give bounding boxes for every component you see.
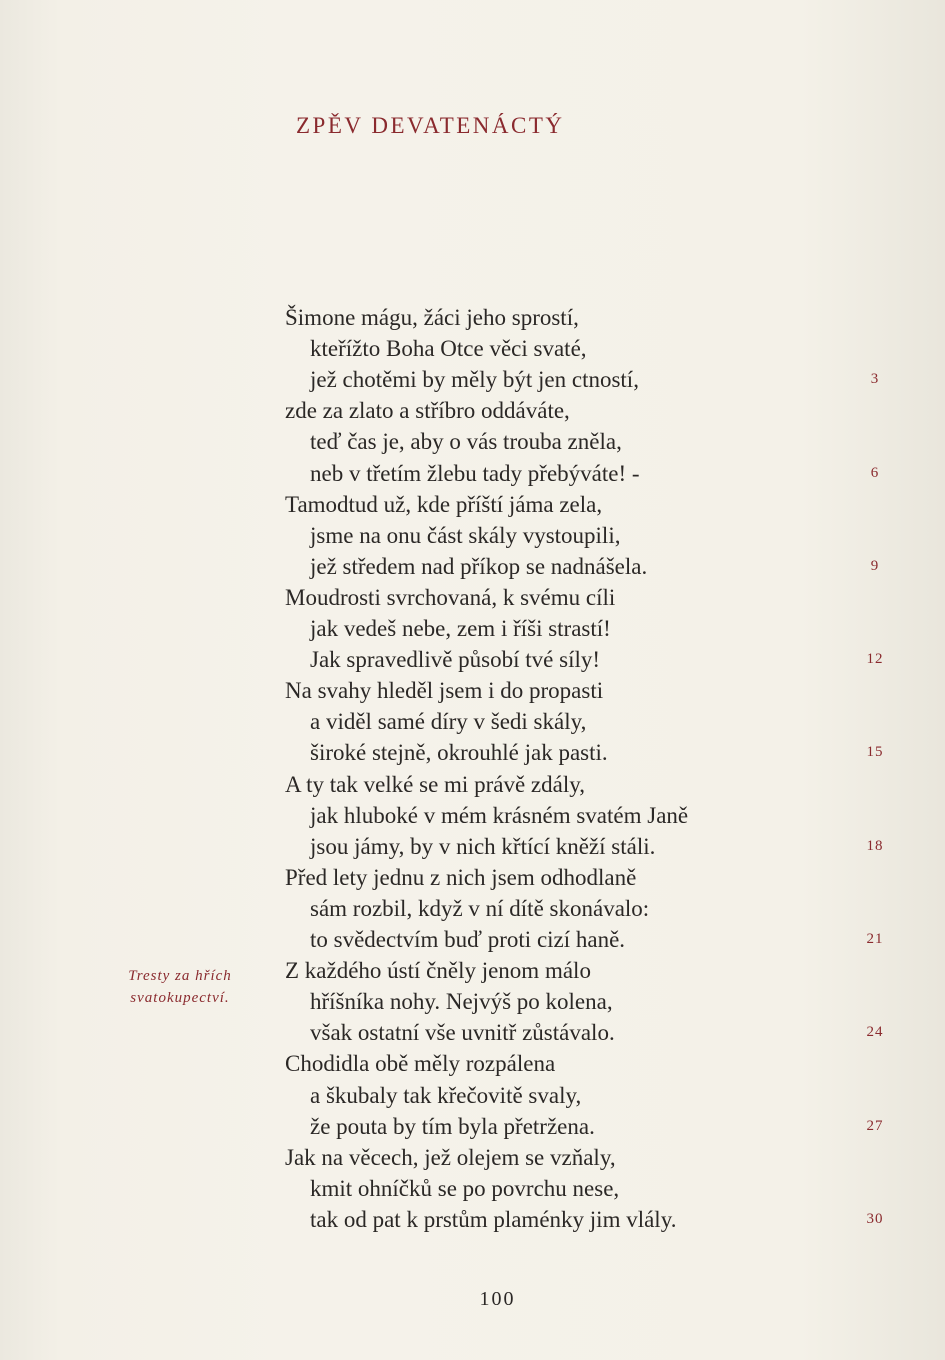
line-number: 3 — [870, 371, 880, 388]
poem-line — [0, 893, 945, 924]
poem-line — [0, 458, 945, 489]
poem-line — [0, 1142, 945, 1173]
poem-line — [0, 613, 945, 644]
canto-heading: ZPĚV DEVATENÁCTÝ — [296, 113, 565, 138]
poem-line — [0, 675, 945, 706]
poem-line-text: kmit ohníčků se po povrchu nese, — [310, 1175, 620, 1201]
poem-line — [0, 395, 945, 426]
margin-note-line-1: Tresty za hřích — [128, 968, 232, 984]
poem-line-text: a viděl samé díry v šedi skály, — [310, 709, 587, 735]
poem-line-text: Na svahy hleděl jsem i do propasti — [285, 678, 604, 704]
page-number: 100 — [479, 1288, 516, 1310]
poem-line — [0, 1080, 945, 1111]
poem-line-text: Tamodtud už, kde příští jáma zela, — [285, 491, 603, 517]
poem-line-text: teď čas je, aby o vás trouba zněla, — [310, 429, 622, 455]
line-number: 21 — [866, 931, 884, 947]
poem-line — [0, 1204, 945, 1235]
poem-line — [0, 1048, 945, 1079]
line-number: 24 — [866, 1024, 884, 1041]
poem-line-text: kteřížto Boha Otce věci svaté, — [310, 336, 587, 362]
poem-line — [0, 1017, 945, 1048]
poem-line — [0, 489, 945, 520]
line-number: 12 — [866, 651, 884, 668]
margin-note — [100, 965, 260, 1009]
line-number: 30 — [866, 1210, 884, 1227]
line-number: 6 — [870, 464, 880, 481]
poem-line-text: však ostatní vše uvnitř zůstávalo. — [310, 1020, 615, 1046]
poem-line-text: jež středem nad příkop se nadnášela. — [310, 553, 648, 579]
poem-line-text: jsou jámy, by v nich křtící kněží stáli. — [310, 833, 656, 859]
poem-line-text: Z každého ústí čněly jenom málo — [285, 958, 591, 984]
poem-line — [0, 1173, 945, 1204]
poem-line — [0, 333, 945, 364]
poem-line-text: Chodidla obě měly rozpálena — [285, 1051, 556, 1077]
poem-line — [0, 520, 945, 551]
poem-line-text: Moudrosti svrchovaná, k svému cíli — [285, 584, 616, 610]
poem-line-text: jak hluboké v mém krásném svatém Janě — [310, 802, 689, 828]
poem-line-text: Šimone mágu, žáci jeho sprostí, — [285, 305, 579, 330]
poem-line — [0, 364, 945, 395]
poem-line-text: neb v třetím žlebu tady přebýváte! - — [310, 460, 640, 486]
poem-line-text: zde za zlato a stříbro oddáváte, — [285, 398, 570, 424]
poem-line — [0, 831, 945, 862]
poem-line-text: Jak spravedlivě působí tvé síly! — [310, 647, 601, 673]
poem-line-text: jež chotěmi by měly být jen ctností, — [310, 367, 639, 393]
poem-line-text: sám rozbil, když v ní dítě skonávalo: — [310, 895, 650, 921]
poem-line-text: hříšníka nohy. Nejvýš po kolena, — [310, 989, 613, 1015]
poem-line-text: jak vedeš nebe, zem i říši strastí! — [310, 616, 611, 641]
poem-line — [0, 737, 945, 768]
poem-line-text: tak od pat k prstům plaménky jim vlály. — [310, 1206, 677, 1232]
poem-line — [0, 862, 945, 893]
margin-note-line-2: svatokupectví. — [130, 990, 230, 1006]
poem-line — [0, 426, 945, 457]
poem-line-text: že pouta by tím byla přetržena. — [310, 1113, 595, 1139]
poem-line-text: to svědectvím buď proti cizí haně. — [310, 927, 626, 952]
poem-line — [0, 582, 945, 613]
poem-line-text: A ty tak velké se mi právě zdály, — [285, 771, 585, 797]
poem-line — [0, 706, 945, 737]
poem-line — [0, 302, 945, 333]
poem-line-text: široké stejně, okrouhlé jak pasti. — [310, 740, 608, 766]
poem-line — [0, 551, 945, 582]
poem-line-text: Před lety jednu z nich jsem odhodlaně — [285, 864, 637, 890]
line-number: 27 — [866, 1117, 884, 1134]
poem-line-text: Jak na věcech, jež olejem se vzňaly, — [285, 1144, 616, 1170]
line-number: 15 — [866, 744, 884, 761]
poem-line — [0, 800, 945, 831]
poem-line-text: jsme na onu část skály vystoupili, — [310, 522, 621, 548]
line-number: 9 — [870, 557, 880, 574]
poem-line — [0, 1111, 945, 1142]
poem-line — [0, 769, 945, 800]
poem-line — [0, 924, 945, 955]
poem-line — [0, 644, 945, 675]
poem-line-text: a škubaly tak křečovitě svaly, — [310, 1082, 582, 1108]
line-number: 18 — [866, 837, 884, 854]
